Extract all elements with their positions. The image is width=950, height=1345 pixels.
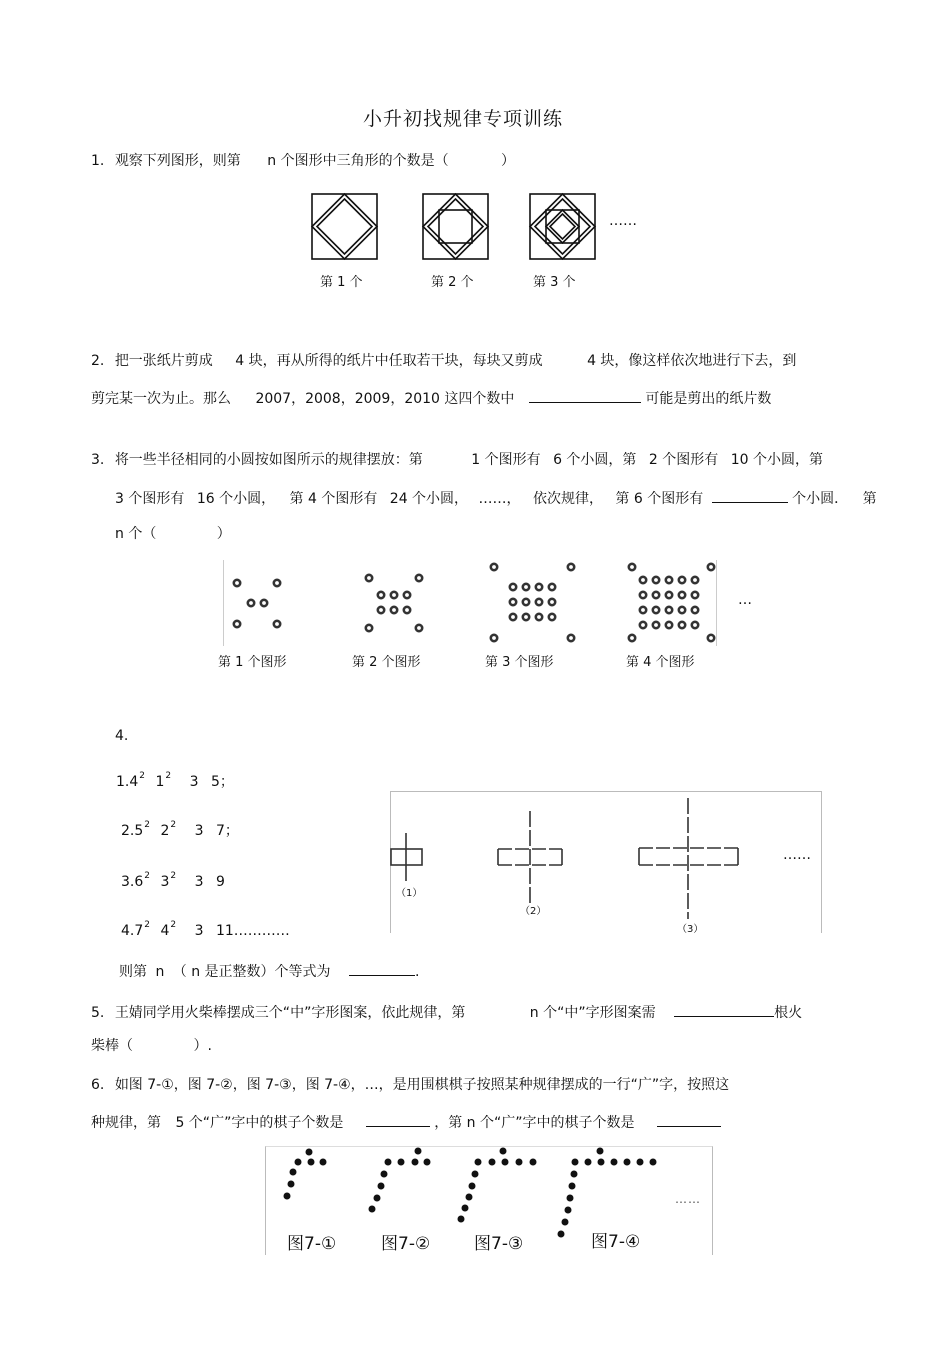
q4-figure-1 [391,833,422,881]
q4-figure-2 [498,811,562,903]
q6-figure-label-2: 图7-② [381,1234,431,1254]
q3-line2-e: ……， [478,491,521,507]
q3-line2-a: 3 个图形有 [115,491,185,507]
q6-answer-blank-1[interactable] [366,1112,430,1127]
q1-number: 1. [91,153,105,169]
question-5 [91,1002,802,1022]
q6-number: 6. [91,1077,105,1093]
q3-line2-i: 第 [862,491,877,507]
q4-row2-exp2: 2 [170,820,177,830]
q4-last-a: 则第 [119,964,147,980]
question-2-line-2 [91,388,771,408]
q6-figure-3 [458,1148,537,1223]
q1-caption-2: 第 2 个 [431,275,474,290]
q6-figure-2 [369,1148,431,1213]
q3-line1-d: 2 个图形有 [648,452,719,468]
q2-line1-b: 4 块，再从所得的纸片中任取若干块，每块又剪成 [235,353,543,369]
q4-row1-base: 1.4 [116,774,139,790]
q1-figure-3 [530,194,595,259]
q2-line2-c: 可能是剪出的纸片数 [645,391,772,407]
q4-answer-blank[interactable] [349,961,415,976]
question-1 [91,152,515,170]
q3-figure-4 [629,564,714,641]
q2-answer-blank[interactable] [529,388,641,403]
q1-paren-close: ） [501,153,516,169]
q4-row-1 [116,773,234,793]
q6-line1: 如图 7-①，图 7-②，图 7-③，图 7-④，…，是用围棋棋子按照某种规律摆成的一行“广”字，按照这 [114,1077,730,1093]
q4-row3-b: 3 [160,874,170,890]
q6-figure-label-1: 图7-① [287,1234,337,1254]
q4-row2-d: 7 [215,823,225,839]
q3-caption-3: 第 3 个图形 [485,655,554,670]
q4-figure-label-1: （1） [396,888,423,899]
question-3-line-2 [115,488,877,508]
q3-circle-figures [223,560,723,650]
q4-row3-c: 3 [194,874,204,890]
q3-line2-b: 16 个小圆， [196,491,276,507]
q5-answer-blank[interactable] [674,1002,774,1017]
q4-row4-c: 3 [194,923,204,939]
q3-answer-blank[interactable] [712,488,788,503]
q4-row4-b: 4 [160,923,170,939]
q4-row1-tail: ； [219,774,234,790]
q4-last-c: （ n 是正整数）个等式为 [172,964,331,980]
q4-row3-d: 9 [215,874,225,890]
q5-line2-a: 柴棒（ [91,1038,133,1054]
q4-row2-base: 2.5 [121,823,144,839]
q1-figure-1 [312,194,377,259]
q4-row1-b: 1 [155,774,165,790]
question-2 [91,352,796,370]
q4-row1-exp2: 2 [165,771,172,781]
q3-figure-2 [366,575,422,631]
q3-figure-3 [491,564,574,641]
q3-caption-2: 第 2 个图形 [352,655,421,670]
q3-figure-1 [234,580,280,627]
q3-line2-c: 第 4 个图形有 [289,491,378,507]
q6-figure-4 [558,1148,657,1238]
q4-row1-d: 5 [210,774,220,790]
q4-row2-c: 3 [194,823,204,839]
q4-figure-label-2: （2） [520,906,547,917]
q3-line2-f: 依次规律， [532,491,603,507]
q4-last-line [119,961,419,981]
q3-line1-a: 将一些半径相同的小圆按如图所示的规律摆放：第 [114,452,423,468]
q3-caption-4: 第 4 个图形 [626,655,695,670]
q4-row1-c: 3 [189,774,199,790]
q6-answer-blank-2[interactable] [657,1112,721,1127]
question-6-line-2 [91,1112,721,1132]
q4-row3-base: 3.6 [121,874,144,890]
q1-text-a: 观察下列图形，则第 [114,153,241,169]
q4-row-4 [121,922,290,942]
q4-row4-base: 4.7 [121,923,144,939]
q4-matchstick-figures [390,791,820,932]
q3-line1-c: 6 个小圆，第 [553,452,637,468]
question-5-line-2 [91,1037,212,1055]
q5-number: 5. [91,1005,105,1021]
q4-row4-tail: ………… [233,923,290,939]
q4-row1-exp1: 2 [139,771,145,781]
q3-line2-d: 24 个小圆， [389,491,469,507]
q4-last-d: . [415,964,420,980]
q6-figure-1 [284,1149,327,1200]
q4-row-2 [121,822,239,842]
q2-line2-a: 剪完某一次为止。那么 [91,391,231,407]
q4-row2-tail: ； [224,823,239,839]
q6-line2-b: 5 个“广”字中的棋子个数是 [175,1115,344,1131]
q4-row-3 [121,873,225,893]
question-3 [91,451,823,469]
q4-figure-3 [639,798,738,919]
q4-row4-d: 11 [215,923,234,939]
q3-line2-g: 第 6 个图形有 [615,491,704,507]
q3-line2-h: 个小圆． [792,491,849,507]
q6-line2-c: ，第 n 个“广”字中的棋子个数是 [434,1115,635,1131]
q6-line2-a: 种规律，第 [91,1115,161,1131]
q3-caption-1: 第 1 个图形 [218,655,287,670]
q3-line1-b: 1 个图形有 [471,452,541,468]
q2-number: 2. [91,353,105,369]
q4-row4-exp2: 2 [170,920,177,930]
q5-line1-c: 根火 [774,1005,803,1021]
q5-line1-b: n 个“中”字形图案需 [529,1005,656,1021]
q3-line3-b: ） [216,526,231,542]
q5-line2-b: ）. [193,1038,212,1054]
q4-ellipsis: …… [783,847,811,863]
q4-row2-exp1: 2 [144,820,150,830]
question-3-line-3 [115,525,231,543]
q1-caption-3: 第 3 个 [533,275,576,290]
q6-figure-label-4: 图7-④ [591,1232,641,1252]
q4-row4-exp1: 2 [144,920,150,930]
q4-number: 4. [115,728,129,744]
q6-figure-label-3: 图7-③ [474,1234,524,1254]
q1-caption-1: 第 1 个 [320,275,363,290]
q2-line1-a: 把一张纸片剪成 [114,353,213,369]
q4-last-b: n [155,964,165,980]
q3-ellipsis: … [738,592,752,608]
q4-row3-exp2: 2 [170,871,177,881]
q5-line1-a: 王婧同学用火柴棒摆成三个“中”字形图案，依此规律，第 [114,1005,466,1021]
page-title: 小升初找规律专项训练 [363,108,564,130]
q1-var-n: n [267,153,277,169]
q1-figure-2 [423,194,488,259]
q2-line2-b: 2007，2008，2009，2010 这四个数中 [255,391,515,407]
q4-row2-b: 2 [160,823,170,839]
q4-figure-label-3: （3） [677,924,704,935]
q1-figures [310,192,610,262]
question-6 [91,1076,729,1094]
q4-row3-exp1: 2 [144,871,150,881]
q1-text-b: 个图形中三角形的个数是（ [280,153,449,169]
q1-ellipsis: …… [609,213,637,229]
q3-line1-e: 10 个小圆，第 [730,452,823,468]
q6-ellipsis: …… [675,1192,701,1206]
q3-number: 3. [91,452,105,468]
q2-line1-c: 4 块，像这样依次地进行下去，到 [587,353,797,369]
q3-line3-a: n 个（ [115,526,157,542]
